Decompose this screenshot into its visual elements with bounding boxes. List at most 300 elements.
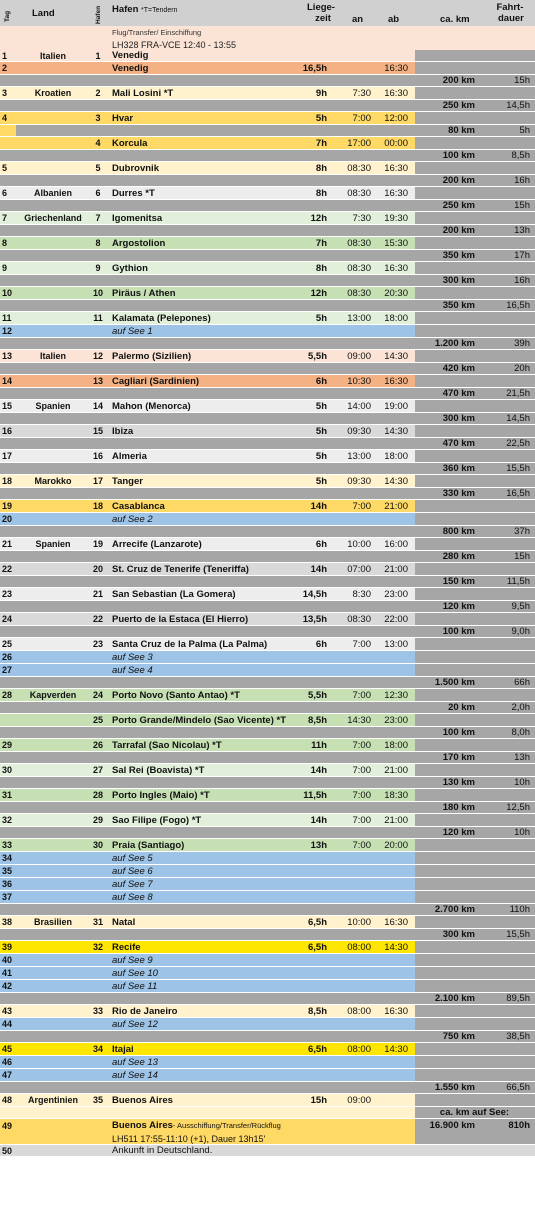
port-number [88,980,108,992]
segment-row [0,125,535,137]
travel-duration: 15,5h [506,463,530,474]
lay-time [300,954,327,966]
sea-day-label: auf See 7 [112,878,153,890]
port-number [88,954,108,966]
day-number: 46 [2,1057,13,1067]
lay-time [300,651,327,663]
departure-time: 16:30 [384,187,408,199]
day-number: 39 [2,942,13,952]
country: Kapverden [29,690,77,700]
country: Brasilien [33,917,73,927]
departure-time: 18:00 [384,450,408,462]
departure-time: 16:30 [384,162,408,174]
segment-row [0,576,535,588]
sea-day-row [0,664,535,677]
lay-time [300,1056,327,1068]
port-name: Ibiza [112,425,134,437]
port-name: Natal [112,916,136,928]
port-name: Kalamata (Pelepones) [112,312,211,324]
departure-time [370,651,408,663]
segment-row [0,551,535,563]
lay-time: 7h [315,137,327,149]
sea-day-row [0,967,535,980]
day-number: 13 [2,351,13,361]
travel-duration: 14,5h [506,100,530,111]
travel-duration: 38,5h [506,1031,530,1042]
distance-km: 200 km [442,75,475,86]
arrival-time [335,664,371,676]
travel-duration: 20h [514,363,530,374]
port-number: 9 [95,263,101,273]
country [18,1056,88,1068]
country [18,714,88,726]
day-number: 24 [2,614,13,624]
lay-time: 14,5h [302,588,327,600]
departure-time: 18:00 [384,312,408,324]
port-row [0,350,535,363]
final-port: Buenos Aires - Ausschiffung/Transfer/Rückflug [112,1120,281,1131]
port-name: Almeria [112,450,147,462]
travel-duration: 89,5h [506,993,530,1004]
arrival-time [335,651,371,663]
port-name: Rio de Janeiro [112,1005,178,1017]
lay-time: 12h [310,212,327,224]
port-name: St. Cruz de Tenerife (Teneriffa) [112,563,249,575]
lay-time: 8,5h [307,1005,327,1017]
sea-day-row [0,865,535,878]
arrival-time: 7:00 [352,689,371,701]
port-name: Mahon (Menorca) [112,400,191,412]
header-tag: Tag [4,10,11,22]
travel-duration: 22,5h [506,438,530,449]
arrival-time [335,325,371,337]
segment-row [0,677,535,689]
travel-duration: 110h [509,904,530,915]
segment-row [0,752,535,764]
port-row [0,375,535,388]
departure-time [370,50,408,61]
day-number: 34 [2,853,13,863]
country [18,1043,88,1055]
port-number: 16 [92,451,103,461]
segment-row [0,777,535,789]
distance-km: 800 km [442,526,475,537]
distance-km: 750 km [442,1031,475,1042]
departure-time: 15:30 [384,237,408,249]
arrival-time: 08:00 [347,1005,371,1017]
country [18,450,88,462]
day-number: 28 [2,690,13,700]
country [18,262,88,274]
country: Albanien [33,188,72,198]
lay-time: 12h [310,287,327,299]
port-name: Tarrafal (Sao Nicolau) *T [112,739,222,751]
arrival-time: 7:00 [352,500,371,512]
header-hafen-col: Hafen [95,5,102,24]
country [18,500,88,512]
travel-duration: 66,5h [506,1082,530,1093]
arrival-time [335,980,371,992]
travel-duration: 39h [514,338,530,349]
segment-row [0,338,535,350]
sea-day-label: auf See 1 [112,325,153,337]
port-number: 30 [92,840,103,850]
departure-time: 21:00 [384,764,408,776]
final-row [0,1119,535,1145]
port-number: 28 [92,790,103,800]
day-number: 35 [2,866,13,876]
port-row [0,613,535,626]
distance-km: 350 km [442,300,475,311]
departure-time: 14:30 [384,350,408,362]
lay-time [300,1069,327,1081]
arrival-time [335,865,371,877]
port-number: 21 [92,589,103,599]
port-name: Porto Ingles (Maio) *T [112,789,210,801]
day-number: 12 [2,326,13,336]
arrival-time [335,1056,371,1068]
departure-time: 23:00 [384,714,408,726]
port-number: 24 [92,690,103,700]
sea-day-label: auf See 3 [112,651,153,663]
country [18,839,88,851]
day-number: 30 [2,765,13,775]
port-number: 29 [92,815,103,825]
port-name: Porto Novo (Santo Antao) *T [112,689,240,701]
port-number: 27 [92,765,103,775]
header-liegezeit: Liege- zeit [307,2,335,24]
arrival-time: 7:30 [352,87,371,99]
day-number: 3 [2,88,8,98]
day-number: 15 [2,401,13,411]
lay-time [300,878,327,890]
day-number: 31 [2,790,13,800]
port-name: Porto Grande/Mindelo (Sao Vicente) *T [112,714,287,726]
departure-time: 12:30 [384,689,408,701]
day-number: 9 [2,263,8,273]
lay-time: 14h [310,814,327,826]
header-km: ca. km [440,14,470,25]
country [18,375,88,387]
port-number [88,62,108,74]
day-number [2,137,18,149]
arrival-time: 14:00 [347,400,371,412]
departure-time [370,664,408,676]
country: Italien [39,50,66,61]
travel-duration: 14,5h [506,413,530,424]
port-number: 2 [95,88,101,98]
departure-time [370,967,408,979]
segment-row [0,993,535,1005]
lay-time [300,50,327,61]
arrival-row [0,1145,535,1157]
segment-row [0,175,535,187]
port-number [88,852,108,864]
port-number: 6 [95,188,101,198]
arrival-time: 14:30 [347,714,371,726]
lay-time [300,664,327,676]
lay-time [300,865,327,877]
departure-time [370,325,408,337]
sea-day-label: auf See 4 [112,664,153,676]
country [18,137,88,149]
lay-time: 5h [315,425,327,437]
day-number: 16 [2,426,13,436]
port-name: Sao Filipe (Fogo) *T [112,814,202,826]
port-number [88,891,108,903]
day-number: 2 [2,63,8,73]
segment-row [0,626,535,638]
day-number: 14 [2,376,13,386]
port-row [0,941,535,954]
country [18,1005,88,1017]
departure-time: 19:00 [384,400,408,412]
port-number: 4 [95,138,101,148]
departure-time: 16:30 [384,375,408,387]
port-row [0,237,535,250]
departure-time [370,852,408,864]
departure-time [370,878,408,890]
port-row [0,538,535,551]
lay-time: 6h [315,375,327,387]
port-name: Itajai [112,1043,134,1055]
distance-km: 1.200 km [434,338,475,349]
travel-duration: 2,0h [511,702,530,713]
distance-km: 170 km [442,752,475,763]
departure-time: 18:00 [384,739,408,751]
distance-km: 100 km [442,150,475,161]
arrival-time [335,878,371,890]
port-row [0,789,535,802]
arrival-time: 09:00 [347,1094,371,1106]
port-number: 25 [92,715,103,725]
table-header [0,0,535,26]
arrival-time [335,852,371,864]
port-row [0,312,535,325]
travel-duration: 37h [514,526,530,537]
day-number: 45 [2,1044,13,1054]
distance-km: 470 km [442,438,475,449]
departure-time [370,980,408,992]
arrival-time: 08:30 [347,262,371,274]
port-row [0,500,535,513]
sea-day-row [0,891,535,904]
departure-time: 21:00 [384,814,408,826]
port-number: 33 [92,1006,103,1016]
port-name: Arrecife (Lanzarote) [112,538,202,550]
departure-time: 16:30 [384,87,408,99]
port-number: 26 [92,740,103,750]
distance-km: 100 km [442,727,475,738]
travel-duration: 15h [514,75,530,86]
day-number: 49 [2,1120,13,1131]
country [18,588,88,600]
sea-day-row [0,980,535,993]
country: Italien [39,351,66,361]
port-name: Hvar [112,112,134,124]
port-name: Venedig [112,62,149,74]
lay-time [300,967,327,979]
arrival-time: 7:00 [352,814,371,826]
lay-time [300,891,327,903]
day-number: 32 [2,815,13,825]
header-an: an [352,14,364,25]
country [18,852,88,864]
lay-time: 8h [315,187,327,199]
country [18,62,88,74]
departure-time: 20:00 [384,839,408,851]
port-number [88,1069,108,1081]
distance-km: 1.550 km [434,1082,475,1093]
distance-km: 300 km [442,413,475,424]
country: Argentinien [27,1095,78,1105]
country [18,613,88,625]
sea-day-label: auf See 10 [112,967,158,979]
departure-time: 14:30 [384,425,408,437]
segment-row [0,225,535,237]
port-number: 3 [95,113,101,123]
port-name: Igomenitsa [112,212,163,224]
country [18,664,88,676]
port-row [0,638,535,651]
departure-time: 18:30 [384,789,408,801]
sea-day-row [0,1056,535,1069]
port-number: 35 [92,1095,103,1105]
country [18,764,88,776]
sea-day-row [0,954,535,967]
segment-row [0,929,535,941]
port-row [0,112,535,125]
segment-row [0,413,535,425]
port-name: Recife [112,941,141,953]
departure-time [370,1018,408,1030]
arrival-time: 09:30 [347,475,371,487]
departure-time [370,513,408,525]
arrival-time [335,62,371,74]
day-number: 10 [2,288,13,298]
port-number [88,967,108,979]
transfer-flight: LH328 FRA-VCE 12:40 - 13:55 [112,40,237,50]
port-row [0,563,535,576]
port-number: 15 [92,426,103,436]
total-km: 16.900 km [429,1120,475,1131]
sea-day-label: auf See 14 [112,1069,158,1081]
departure-time: 16:30 [384,916,408,928]
departure-time: 14:30 [384,941,408,953]
port-row [0,50,535,62]
day-number: 25 [2,639,13,649]
travel-duration: 12,5h [506,802,530,813]
port-row [0,689,535,702]
country [18,865,88,877]
lay-time: 14h [310,563,327,575]
port-number: 23 [92,639,103,649]
port-number: 14 [92,401,103,411]
day-number: 42 [2,981,13,991]
arrival-time: 08:00 [347,1043,371,1055]
distance-km: 1.500 km [434,677,475,688]
sea-day-label: auf See 8 [112,891,153,903]
travel-duration: 10h [514,827,530,838]
port-name: San Sebastian (La Gomera) [112,588,236,600]
travel-duration: 11,5h [506,576,530,587]
port-name: Dubrovnik [112,162,159,174]
port-number: 7 [95,213,101,223]
segment-row [0,601,535,613]
lay-time: 6h [315,538,327,550]
lay-time: 5h [315,312,327,324]
country [18,980,88,992]
arrival-time: 08:30 [347,287,371,299]
country [18,287,88,299]
departure-time [370,1056,408,1068]
port-name: Buenos Aires [112,1094,173,1106]
header-fahrtdauer: Fahrt- dauer [496,2,524,24]
day-number: 43 [2,1006,13,1016]
port-row [0,764,535,777]
port-name: Sal Rei (Boavista) *T [112,764,205,776]
travel-duration: 13h [514,752,530,763]
distance-km: 200 km [442,225,475,236]
port-row [0,450,535,463]
country [18,954,88,966]
day-number: 48 [2,1095,13,1105]
arrival-time: 08:30 [347,613,371,625]
departure-time: 13:00 [384,638,408,650]
lay-time: 11h [311,739,327,751]
lay-time: 13,5h [302,613,327,625]
travel-duration: 8,0h [511,727,530,738]
arrival-time: 08:30 [347,162,371,174]
country: Marokko [34,476,72,486]
sea-day-label: auf See 5 [112,852,153,864]
distance-km: 280 km [442,551,475,562]
travel-duration: 21,5h [506,388,530,399]
day-number: 22 [2,564,13,574]
lay-time: 8h [315,162,327,174]
distance-km: 150 km [442,576,475,587]
segment-row [0,250,535,262]
travel-duration: 15h [514,200,530,211]
port-row [0,588,535,601]
arrival-time [335,954,371,966]
port-row [0,714,535,727]
country [18,789,88,801]
segment-row [0,702,535,714]
arrival-time: 7:00 [352,739,371,751]
day-number: 41 [2,968,13,978]
port-row [0,1094,535,1107]
travel-duration: 13h [514,225,530,236]
segment-row [0,802,535,814]
departure-time: 12:00 [384,112,408,124]
port-name: Piräus / Athen [112,287,176,299]
arrival-time: 7:00 [352,764,371,776]
day-number: 20 [2,514,13,524]
port-row [0,916,535,929]
distance-km: 130 km [442,777,475,788]
port-number: 22 [92,614,103,624]
distance-km: 300 km [442,275,475,286]
transfer-label: Flug/Transfer/ Einschiffung [112,28,202,37]
distance-km: 420 km [442,363,475,374]
segment-row [0,526,535,538]
day-number: 33 [2,840,13,850]
lay-time [300,980,327,992]
day-number: 5 [2,163,8,173]
arrival-time: 09:30 [347,425,371,437]
distance-km: 330 km [442,488,475,499]
